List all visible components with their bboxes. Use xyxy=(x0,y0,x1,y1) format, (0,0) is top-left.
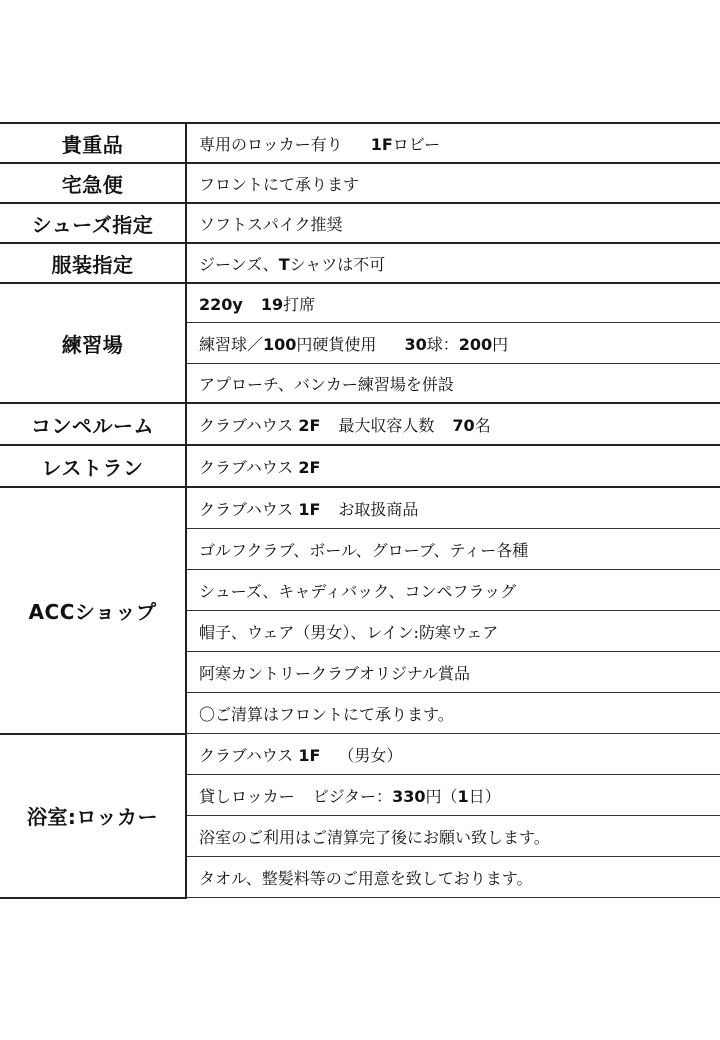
row-value-restaurant xyxy=(186,445,720,487)
valuables-floor: 1F xyxy=(370,134,393,154)
bath-line-3: 浴室のご利用はご清算完了後にお願い致します。 xyxy=(186,816,720,857)
row-value-compe xyxy=(186,403,720,445)
practice-price-unit: 円 xyxy=(492,334,509,354)
compe-place: クラブハウス xyxy=(199,415,294,435)
table-row xyxy=(0,243,720,283)
bath-floor: 1F xyxy=(298,745,321,765)
valuables-place: ロビー xyxy=(392,134,441,154)
bath-days: 1 xyxy=(457,786,469,806)
practice-line-2 xyxy=(186,323,720,364)
bath-line-1 xyxy=(186,734,720,775)
dress-t: T xyxy=(278,254,290,274)
bath-line-2 xyxy=(186,775,720,816)
shop-line-1 xyxy=(186,487,720,529)
table-row xyxy=(0,487,720,529)
restaurant-place: クラブハウス xyxy=(199,457,294,477)
shop-line-4: 帽子、ウェア（男女）、レイン:防寒ウェア xyxy=(186,611,720,652)
row-value-valuables xyxy=(186,123,720,163)
bath-place: クラブハウス xyxy=(199,745,294,765)
table-row xyxy=(0,123,720,163)
row-label-dress: 服装指定 xyxy=(0,243,186,283)
shop-place: クラブハウス xyxy=(199,499,294,519)
row-label-bath: 浴室:ロッカー xyxy=(0,734,186,898)
bath-locker-text: 貸しロッカー xyxy=(199,786,295,806)
dress-text-a: ジーンズ、 xyxy=(199,254,279,274)
practice-line-3: アプローチ、バンカー練習場を併設 xyxy=(186,364,720,404)
row-value-delivery: フロントにて承ります xyxy=(186,163,720,203)
compe-capacity-unit: 名 xyxy=(474,415,491,435)
bath-price: 330 xyxy=(392,786,426,806)
table-row xyxy=(0,283,720,323)
practice-line-1 xyxy=(186,283,720,323)
table-row xyxy=(0,403,720,445)
row-value-shoes: ソフトスパイク推奨 xyxy=(186,203,720,243)
dress-text-c: シャツは不可 xyxy=(289,254,386,274)
compe-capacity-text: 最大収容人数 xyxy=(338,415,435,435)
valuables-text: 専用のロッカー有り xyxy=(199,134,343,154)
bath-line-4: タオル、整髪料等のご用意を致しております。 xyxy=(186,857,720,898)
row-label-shoes: シューズ指定 xyxy=(0,203,186,243)
row-value-dress xyxy=(186,243,720,283)
shop-floor: 1F xyxy=(298,499,321,519)
table-row xyxy=(0,203,720,243)
shop-line-5: 阿寒カントリークラブオリジナル賞品 xyxy=(186,652,720,693)
table-row xyxy=(0,163,720,203)
shop-line-2: ゴルフクラブ、ボール、グローブ、ティー各種 xyxy=(186,529,720,570)
row-label-restaurant: レストラン xyxy=(0,445,186,487)
practice-price: 200 xyxy=(458,334,493,354)
practice-booths-unit: 打席 xyxy=(283,294,316,314)
shop-line-6: 〇ご清算はフロントにて承ります。 xyxy=(186,693,720,734)
practice-coin: 100 xyxy=(263,334,297,354)
bath-days-unit: 日） xyxy=(468,786,501,806)
compe-capacity: 70 xyxy=(452,415,475,435)
practice-balls-unit: 球： xyxy=(426,334,459,354)
bath-price-unit: 円（ xyxy=(425,786,458,806)
compe-floor: 2F xyxy=(298,415,321,435)
practice-coin-text: 円硬貨使用 xyxy=(296,334,377,354)
practice-booths: 19 xyxy=(260,294,284,314)
practice-balls: 30 xyxy=(404,334,427,354)
bath-gender: （男女） xyxy=(338,745,403,765)
table-row xyxy=(0,445,720,487)
practice-ball-text: 練習球／ xyxy=(199,334,264,354)
facility-info-table xyxy=(0,122,720,899)
shop-line-3: シューズ、キャディバック、コンペフラッグ xyxy=(186,570,720,611)
row-label-delivery: 宅急便 xyxy=(0,163,186,203)
restaurant-floor: 2F xyxy=(298,457,321,477)
bath-visitor-text: ビジター： xyxy=(312,786,393,806)
row-label-valuables: 貴重品 xyxy=(0,123,186,163)
row-label-shop: ACCショップ xyxy=(0,487,186,734)
row-label-practice: 練習場 xyxy=(0,283,186,403)
practice-yard: 220y xyxy=(199,294,243,314)
shop-goods-heading: お取扱商品 xyxy=(338,499,419,519)
table-row xyxy=(0,734,720,775)
row-label-compe: コンペルーム xyxy=(0,403,186,445)
